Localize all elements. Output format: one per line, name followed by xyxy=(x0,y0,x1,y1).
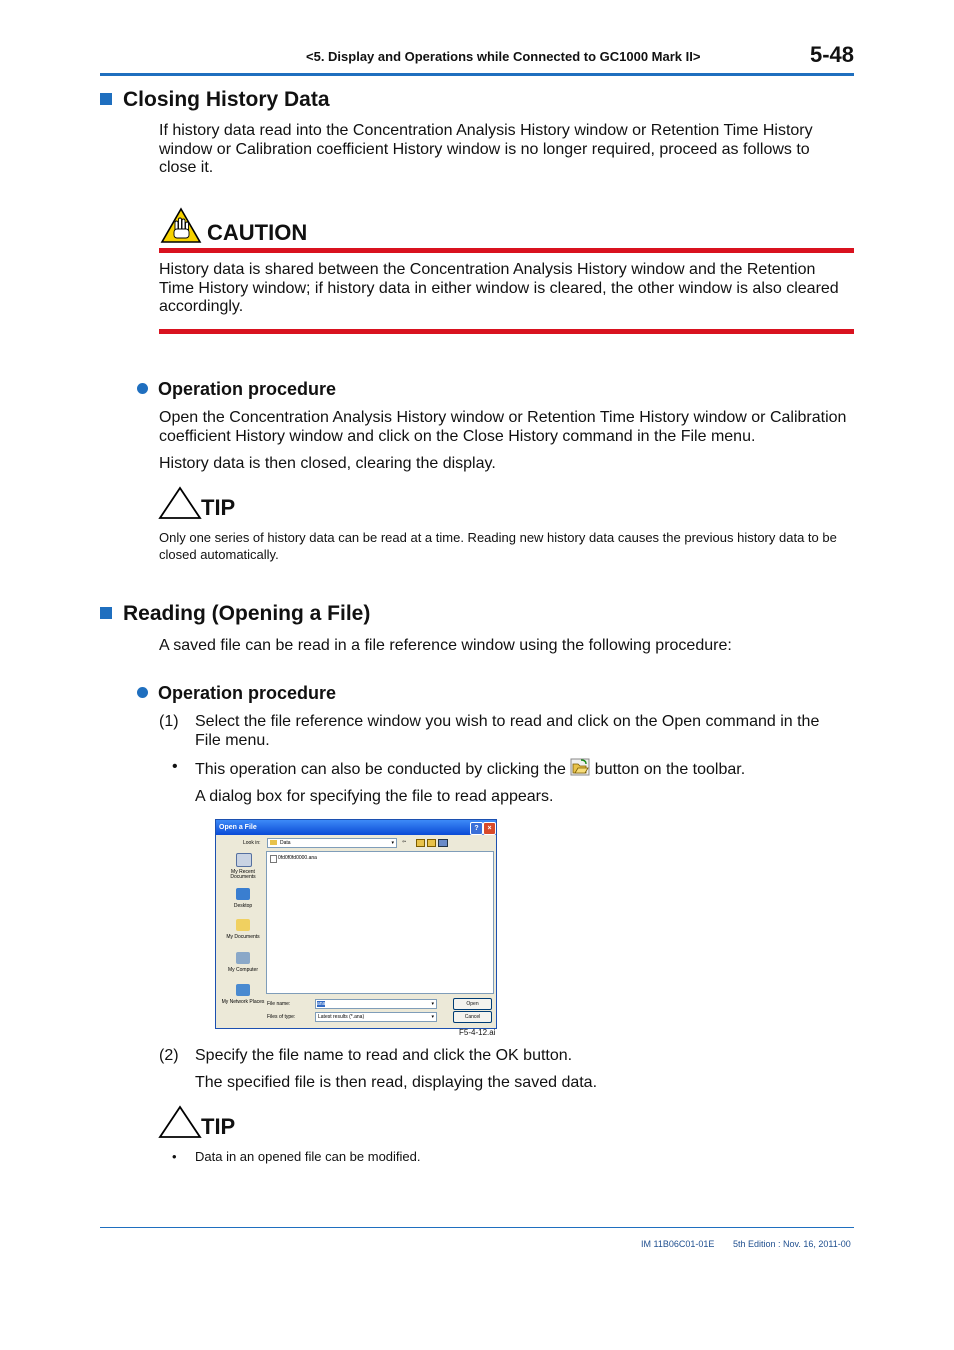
open-button[interactable]: Open xyxy=(453,998,492,1010)
closing-intro: If history data read into the Concentration Analysis History window or Retention Time History window or Calibration coefficient History window is no longer required, proceed as follows to close it. xyxy=(159,122,813,176)
dialog-toolbar[interactable] xyxy=(402,838,452,847)
caution-text: History data is shared between the Concentration Analysis History window and the Retention Time History window; if history data in either window is cleared, the other window is also cleared accordingly. xyxy=(159,261,839,315)
file-name-input[interactable]: ana ▾ xyxy=(315,999,437,1009)
toolbar-bullet: This operation can also be conducted by clicking the button on the toolbar. xyxy=(195,758,745,780)
closing-procedure-text: Open the Concentration Analysis History window or Retention Time History window or Calibration coefficient History window and click on the Close History command in the File menu. xyxy=(159,409,847,445)
back-icon[interactable]: ⇦ xyxy=(402,839,407,845)
dialog-note: A dialog box for specifying the file to read appears. xyxy=(195,788,554,805)
recent-documents-icon xyxy=(236,853,252,867)
operation-procedure-heading-1: Operation procedure xyxy=(137,379,336,400)
my-documents-icon xyxy=(236,919,250,931)
views-icon[interactable] xyxy=(438,839,448,847)
chevron-down-icon: ▾ xyxy=(391,840,394,846)
folder-icon xyxy=(270,840,277,845)
places-bar: My Recent Documents Desktop My Documents My Computer My Network Places xyxy=(221,851,265,1021)
bullet-marker: • xyxy=(172,1149,177,1164)
operation-procedure-heading-2: Operation procedure xyxy=(137,683,336,704)
tip-label: TIP xyxy=(201,1114,236,1139)
open-folder-icon xyxy=(570,758,590,776)
close-icon[interactable]: × xyxy=(483,822,496,835)
caution-label: CAUTION xyxy=(207,220,308,245)
step1-text: Select the file reference window you wish to read and click on the Open command in the File menu. xyxy=(195,713,820,749)
header-rule xyxy=(100,73,854,76)
file-icon xyxy=(270,855,277,863)
edition: 5th Edition : Nov. 16, 2011-00 xyxy=(733,1239,851,1249)
bullet-marker: • xyxy=(172,758,178,775)
chevron-down-icon: ▾ xyxy=(431,1001,434,1007)
caution-hand-icon xyxy=(160,207,202,244)
look-in-select[interactable]: Data ▾ xyxy=(267,838,397,848)
tip-triangle-icon xyxy=(158,1105,202,1139)
look-in-label: Look in: xyxy=(243,840,261,846)
page-number: 5-48 xyxy=(810,42,855,67)
help-icon[interactable]: ? xyxy=(470,822,483,835)
bullet-dot-icon xyxy=(137,383,148,394)
section-heading-reading: Reading (Opening a File) xyxy=(100,602,370,626)
reading-intro: A saved file can be read in a file reference window using the following procedure: xyxy=(159,637,732,654)
section-heading-closing: Closing History Data xyxy=(100,88,330,112)
up-folder-icon[interactable] xyxy=(416,839,425,847)
step2-text: Specify the file name to read and click the OK button. xyxy=(195,1047,573,1064)
bullet-dot-icon xyxy=(137,687,148,698)
closing-procedure-result: History data is then closed, clearing the display. xyxy=(159,455,496,472)
tip-text-1: Only one series of history data can be read at a time. Reading new history data causes the previous history data to be closed automatically. xyxy=(159,530,837,562)
file-type-select[interactable]: Latest results (*.ana) ▾ xyxy=(315,1012,437,1022)
chapter-header: <5. Display and Operations while Connected to GC1000 Mark II> xyxy=(306,49,701,64)
tip-label: TIP xyxy=(201,495,236,520)
file-name-label: File name: xyxy=(267,1001,291,1007)
new-folder-icon[interactable] xyxy=(427,839,436,847)
figure-id: F5-4-12.ai xyxy=(459,1028,496,1037)
chevron-down-icon: ▾ xyxy=(431,1014,434,1020)
heading-square-icon xyxy=(100,607,112,619)
step2-number: (2) xyxy=(159,1047,179,1064)
cancel-button[interactable]: Cancel xyxy=(453,1011,492,1023)
step2-result: The specified file is then read, displaying the saved data. xyxy=(195,1074,598,1091)
dialog-titlebar: Open a File ? × xyxy=(216,820,496,835)
network-places-icon xyxy=(236,984,250,996)
heading-square-icon xyxy=(100,93,112,105)
tip-text-2: Data in an opened file can be modified. xyxy=(195,1149,421,1164)
file-item[interactable]: 0fd0f0fd0000.ana xyxy=(278,855,317,861)
desktop-icon xyxy=(236,888,250,900)
tip-triangle-icon xyxy=(158,486,202,520)
caution-top-bar xyxy=(159,248,854,253)
file-list[interactable] xyxy=(266,851,494,994)
caution-bottom-bar xyxy=(159,329,854,334)
doc-id: IM 11B06C01-01E xyxy=(641,1239,715,1249)
step1-number: (1) xyxy=(159,713,179,730)
file-type-label: Files of type: xyxy=(267,1014,296,1020)
my-computer-icon xyxy=(236,952,250,964)
open-file-dialog xyxy=(215,819,497,1029)
footer-rule xyxy=(100,1227,854,1228)
